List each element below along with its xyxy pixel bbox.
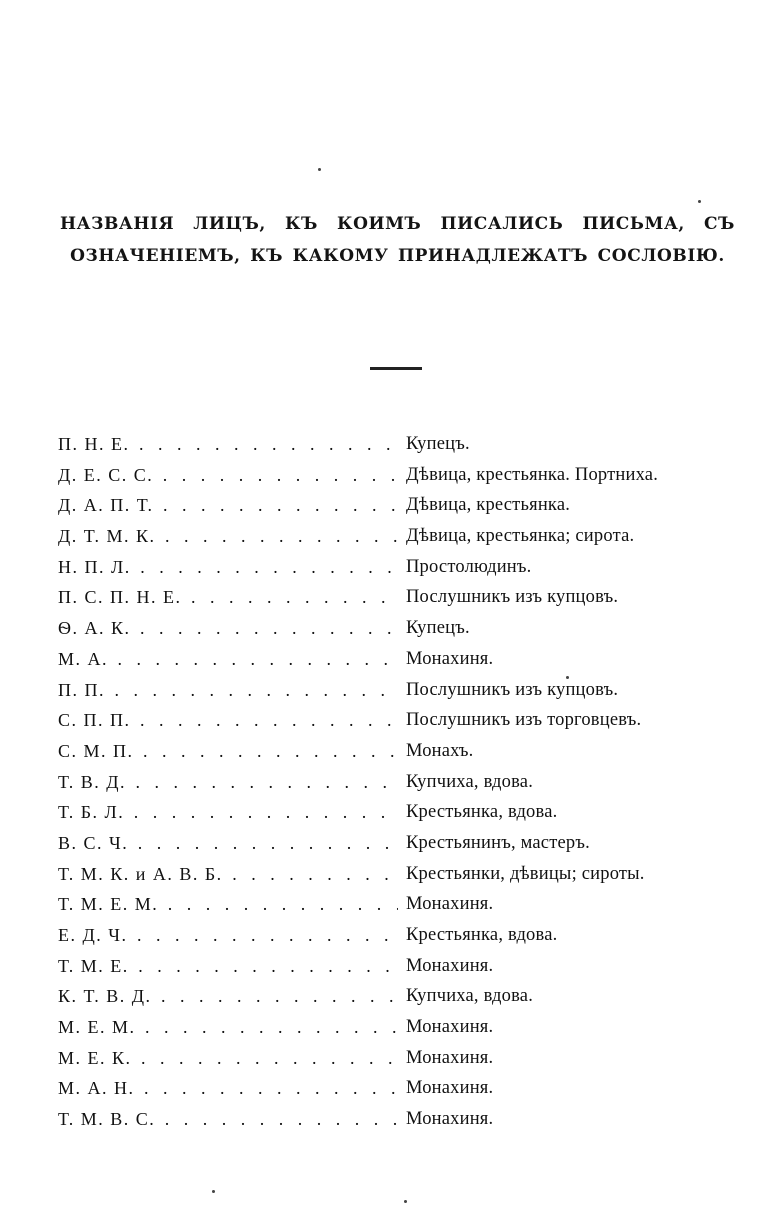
page-heading: НАЗВАНІЯ ЛИЦЪ, КЪ КОИМЪ ПИСАЛИСЬ ПИСЬМА, СЪ ОЗНАЧЕНІЕМЪ, КЪ КАКОМУ ПРИНАДЛЕЖАТЪ СОСЛОВІЮ. [60, 214, 735, 266]
entry-initials: Т. М. К. и А. В. Б. . . . [58, 859, 398, 890]
entry-estate: Дѣвица, крестьянка; сирота. [406, 526, 635, 547]
entry-estate: Послушникъ изъ торговцевъ. [406, 710, 642, 731]
entry-estate: Крестьянинъ, мастеръ. [406, 832, 590, 853]
correspondents-list [58, 429, 748, 1135]
entry-estate: Монахиня. [406, 648, 494, 669]
entry-estate: Крестьянка, вдова. [406, 925, 558, 945]
entry-initials: Н. П. Л. . . . [58, 552, 398, 583]
entry-initials: Т. Б. Л. . . . [58, 797, 398, 828]
entry-estate: Монахиня. [406, 1078, 494, 1099]
entry-initials: Ѳ. А. К. . . . [58, 613, 398, 644]
list-item [58, 1104, 748, 1135]
print-speck [318, 168, 321, 171]
print-speck [212, 1190, 215, 1193]
entry-estate: Послушникъ изъ купцовъ. [406, 587, 619, 608]
entry-initials: М. Е. К. . . . [58, 1043, 398, 1074]
list-item [58, 1073, 748, 1104]
entry-estate: Монахиня. [406, 1109, 494, 1130]
entry-initials: Д. Е. С. С. . . . [58, 460, 398, 491]
list-item [58, 767, 748, 798]
entry-initials: В. С. Ч. . . . [58, 828, 398, 859]
entry-initials: Е. Д. Ч. . . . [58, 920, 398, 951]
list-item [58, 521, 748, 552]
entry-estate: Монахиня. [406, 1017, 494, 1038]
entry-initials: Т. В. Д. . . . [58, 767, 398, 798]
list-item [58, 582, 748, 613]
entry-initials: М. А. . . . [58, 644, 398, 675]
entry-initials: К. Т. В. Д. . . . [58, 981, 398, 1012]
entry-estate: Купецъ. [406, 434, 470, 454]
entry-initials: М. Е. М. . . . [58, 1012, 398, 1043]
list-item [58, 460, 748, 491]
list-item [58, 828, 748, 859]
entry-estate: Монахиня. [406, 955, 494, 976]
entry-estate: Крестьянка, вдова. [406, 802, 558, 823]
list-item [58, 1012, 748, 1043]
list-item [58, 490, 748, 521]
print-speck [566, 676, 569, 679]
list-item [58, 981, 748, 1012]
entry-estate: Дѣвица, крестьянка. [406, 495, 571, 516]
list-item [58, 429, 748, 460]
list-item [58, 1043, 748, 1074]
entry-estate: Простолюдинъ. [406, 556, 532, 577]
list-item [58, 736, 748, 767]
entry-estate: Крестьянки, дѣвицы; сироты. [406, 863, 645, 884]
entry-initials: П. Н. Е. . . . [58, 429, 398, 460]
list-item [58, 920, 748, 951]
list-item [58, 675, 748, 706]
entry-initials: С. П. П. . . . [58, 705, 398, 736]
list-item [58, 859, 748, 890]
entry-initials: Д. А. П. Т. . . . [58, 490, 398, 521]
list-item [58, 644, 748, 675]
list-item [58, 889, 748, 920]
entry-initials: М. А. Н. . . . [58, 1073, 398, 1104]
print-speck [698, 200, 701, 203]
heading-rule [370, 367, 422, 370]
entry-initials: С. М. П. . . . [58, 736, 398, 767]
entry-initials: Т. М. Е. М. . . . [58, 889, 398, 920]
entry-estate: Монахиня. [406, 1047, 494, 1068]
list-item [58, 951, 748, 982]
entry-estate: Монахъ. [406, 740, 474, 761]
entry-initials: Д. Т. М. К. . . . [58, 521, 398, 552]
entry-estate: Купчиха, вдова. [406, 771, 534, 792]
entry-estate: Послушникъ изъ купцовъ. [406, 679, 619, 700]
entry-initials: Т. М. В. С. . . . [58, 1104, 398, 1135]
entry-estate: Купчиха, вдова. [406, 986, 534, 1007]
entry-initials: П. П. . . . [58, 675, 398, 706]
entry-estate: Дѣвица, крестьянка. Портниха. [406, 464, 659, 485]
entry-initials: П. С. П. Н. Е. . . . [58, 582, 398, 613]
list-item [58, 613, 748, 644]
list-item [58, 552, 748, 583]
entry-initials: Т. М. Е. . . . [58, 951, 398, 982]
entry-estate: Монахиня. [406, 894, 494, 915]
entry-estate: Купецъ. [406, 618, 470, 639]
list-item [58, 797, 748, 828]
list-item [58, 705, 748, 736]
print-speck [404, 1200, 407, 1203]
